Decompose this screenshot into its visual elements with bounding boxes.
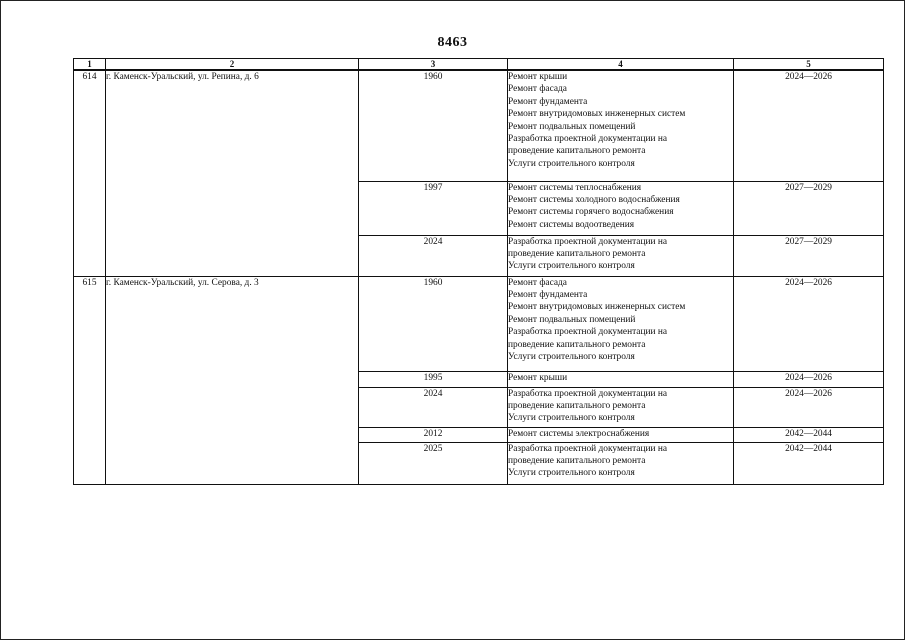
- work-item: Ремонт подвальных помещений: [508, 314, 636, 325]
- work-item: Ремонт системы теплоснабжения: [508, 182, 642, 193]
- house-number-cell: 614: [74, 70, 106, 276]
- period-cell: 2024—2026: [734, 70, 884, 181]
- work-item: Ремонт системы горячего водоснабжения: [508, 207, 674, 218]
- work-item: Услуги строительного контроля: [508, 158, 635, 169]
- work-item: Ремонт крыши: [508, 72, 568, 82]
- table-row: [74, 70, 884, 181]
- period-cell: 2024—2026: [734, 371, 884, 387]
- table-row: [74, 276, 884, 371]
- house-number-cell: 615: [74, 276, 106, 484]
- table-body: [74, 70, 884, 484]
- work-item: Услуги строительного контроля: [508, 468, 635, 479]
- year-cell: 1960: [359, 70, 508, 181]
- works-cell: [508, 235, 734, 276]
- work-item: Разработка проектной документации на: [508, 236, 668, 247]
- work-item: проведение капитального ремонта: [508, 455, 646, 466]
- works-cell: [508, 387, 734, 427]
- year-cell: 2025: [359, 442, 508, 484]
- period-cell: 2042—2044: [734, 442, 884, 484]
- year-cell: 2024: [359, 387, 508, 427]
- work-item: Ремонт внутридомовых инженерных систем: [508, 109, 686, 120]
- work-item: Разработка проектной документации на: [508, 327, 668, 338]
- works-cell: [508, 371, 734, 387]
- works-cell: [508, 276, 734, 371]
- works-cell: [508, 427, 734, 442]
- work-item: Ремонт фундамента: [508, 96, 588, 107]
- work-item: Разработка проектной документации на: [508, 443, 668, 454]
- work-item: проведение капитального ремонта: [508, 339, 646, 350]
- year-cell: 1995: [359, 371, 508, 387]
- house-address-cell: г. Каменск-Уральский, ул. Серова, д. 3: [106, 276, 359, 484]
- works-cell: [508, 181, 734, 235]
- work-item: Разработка проектной документации на: [508, 388, 668, 399]
- work-item: Услуги строительного контроля: [508, 261, 635, 272]
- year-cell: 1960: [359, 276, 508, 371]
- period-cell: 2027—2029: [734, 235, 884, 276]
- year-cell: 2024: [359, 235, 508, 276]
- repair-schedule-table: [73, 58, 884, 485]
- works-cell: [508, 70, 734, 181]
- work-item: Ремонт системы водоотведения: [508, 219, 635, 230]
- work-item: Разработка проектной документации на: [508, 134, 668, 145]
- period-cell: 2024—2026: [734, 387, 884, 427]
- work-item: Услуги строительного контроля: [508, 351, 635, 362]
- work-item: проведение капитального ремонта: [508, 146, 646, 157]
- page-number: 8463: [437, 35, 468, 50]
- work-item: Ремонт крыши: [508, 372, 568, 383]
- work-item: Ремонт внутридомовых инженерных систем: [508, 302, 686, 313]
- work-item: Ремонт системы холодного водоснабжения: [508, 194, 680, 205]
- work-item: проведение капитального ремонта: [508, 400, 646, 411]
- work-item: Ремонт фасада: [508, 84, 567, 95]
- work-item: Ремонт фасада: [508, 277, 567, 288]
- period-cell: 2024—2026: [734, 276, 884, 371]
- header-col-5: 5: [734, 59, 884, 71]
- work-item: Ремонт фундамента: [508, 289, 588, 300]
- work-item: Ремонт системы электроснабжения: [508, 428, 650, 439]
- year-cell: 1997: [359, 181, 508, 235]
- work-item: Ремонт подвальных помещений: [508, 121, 636, 132]
- period-cell: 2027—2029: [734, 181, 884, 235]
- period-cell: 2042—2044: [734, 427, 884, 442]
- header-col-4: 4: [508, 59, 734, 71]
- house-address-cell: г. Каменск-Уральский, ул. Репина, д. 6: [106, 70, 359, 276]
- header-col-3: 3: [359, 59, 508, 71]
- header-row: [74, 59, 884, 71]
- work-item: проведение капитального ремонта: [508, 248, 646, 259]
- works-cell: [508, 442, 734, 484]
- year-cell: 2012: [359, 427, 508, 442]
- header-col-2: 2: [106, 59, 359, 71]
- work-item: Услуги строительного контроля: [508, 413, 635, 424]
- header-col-1: 1: [74, 59, 106, 71]
